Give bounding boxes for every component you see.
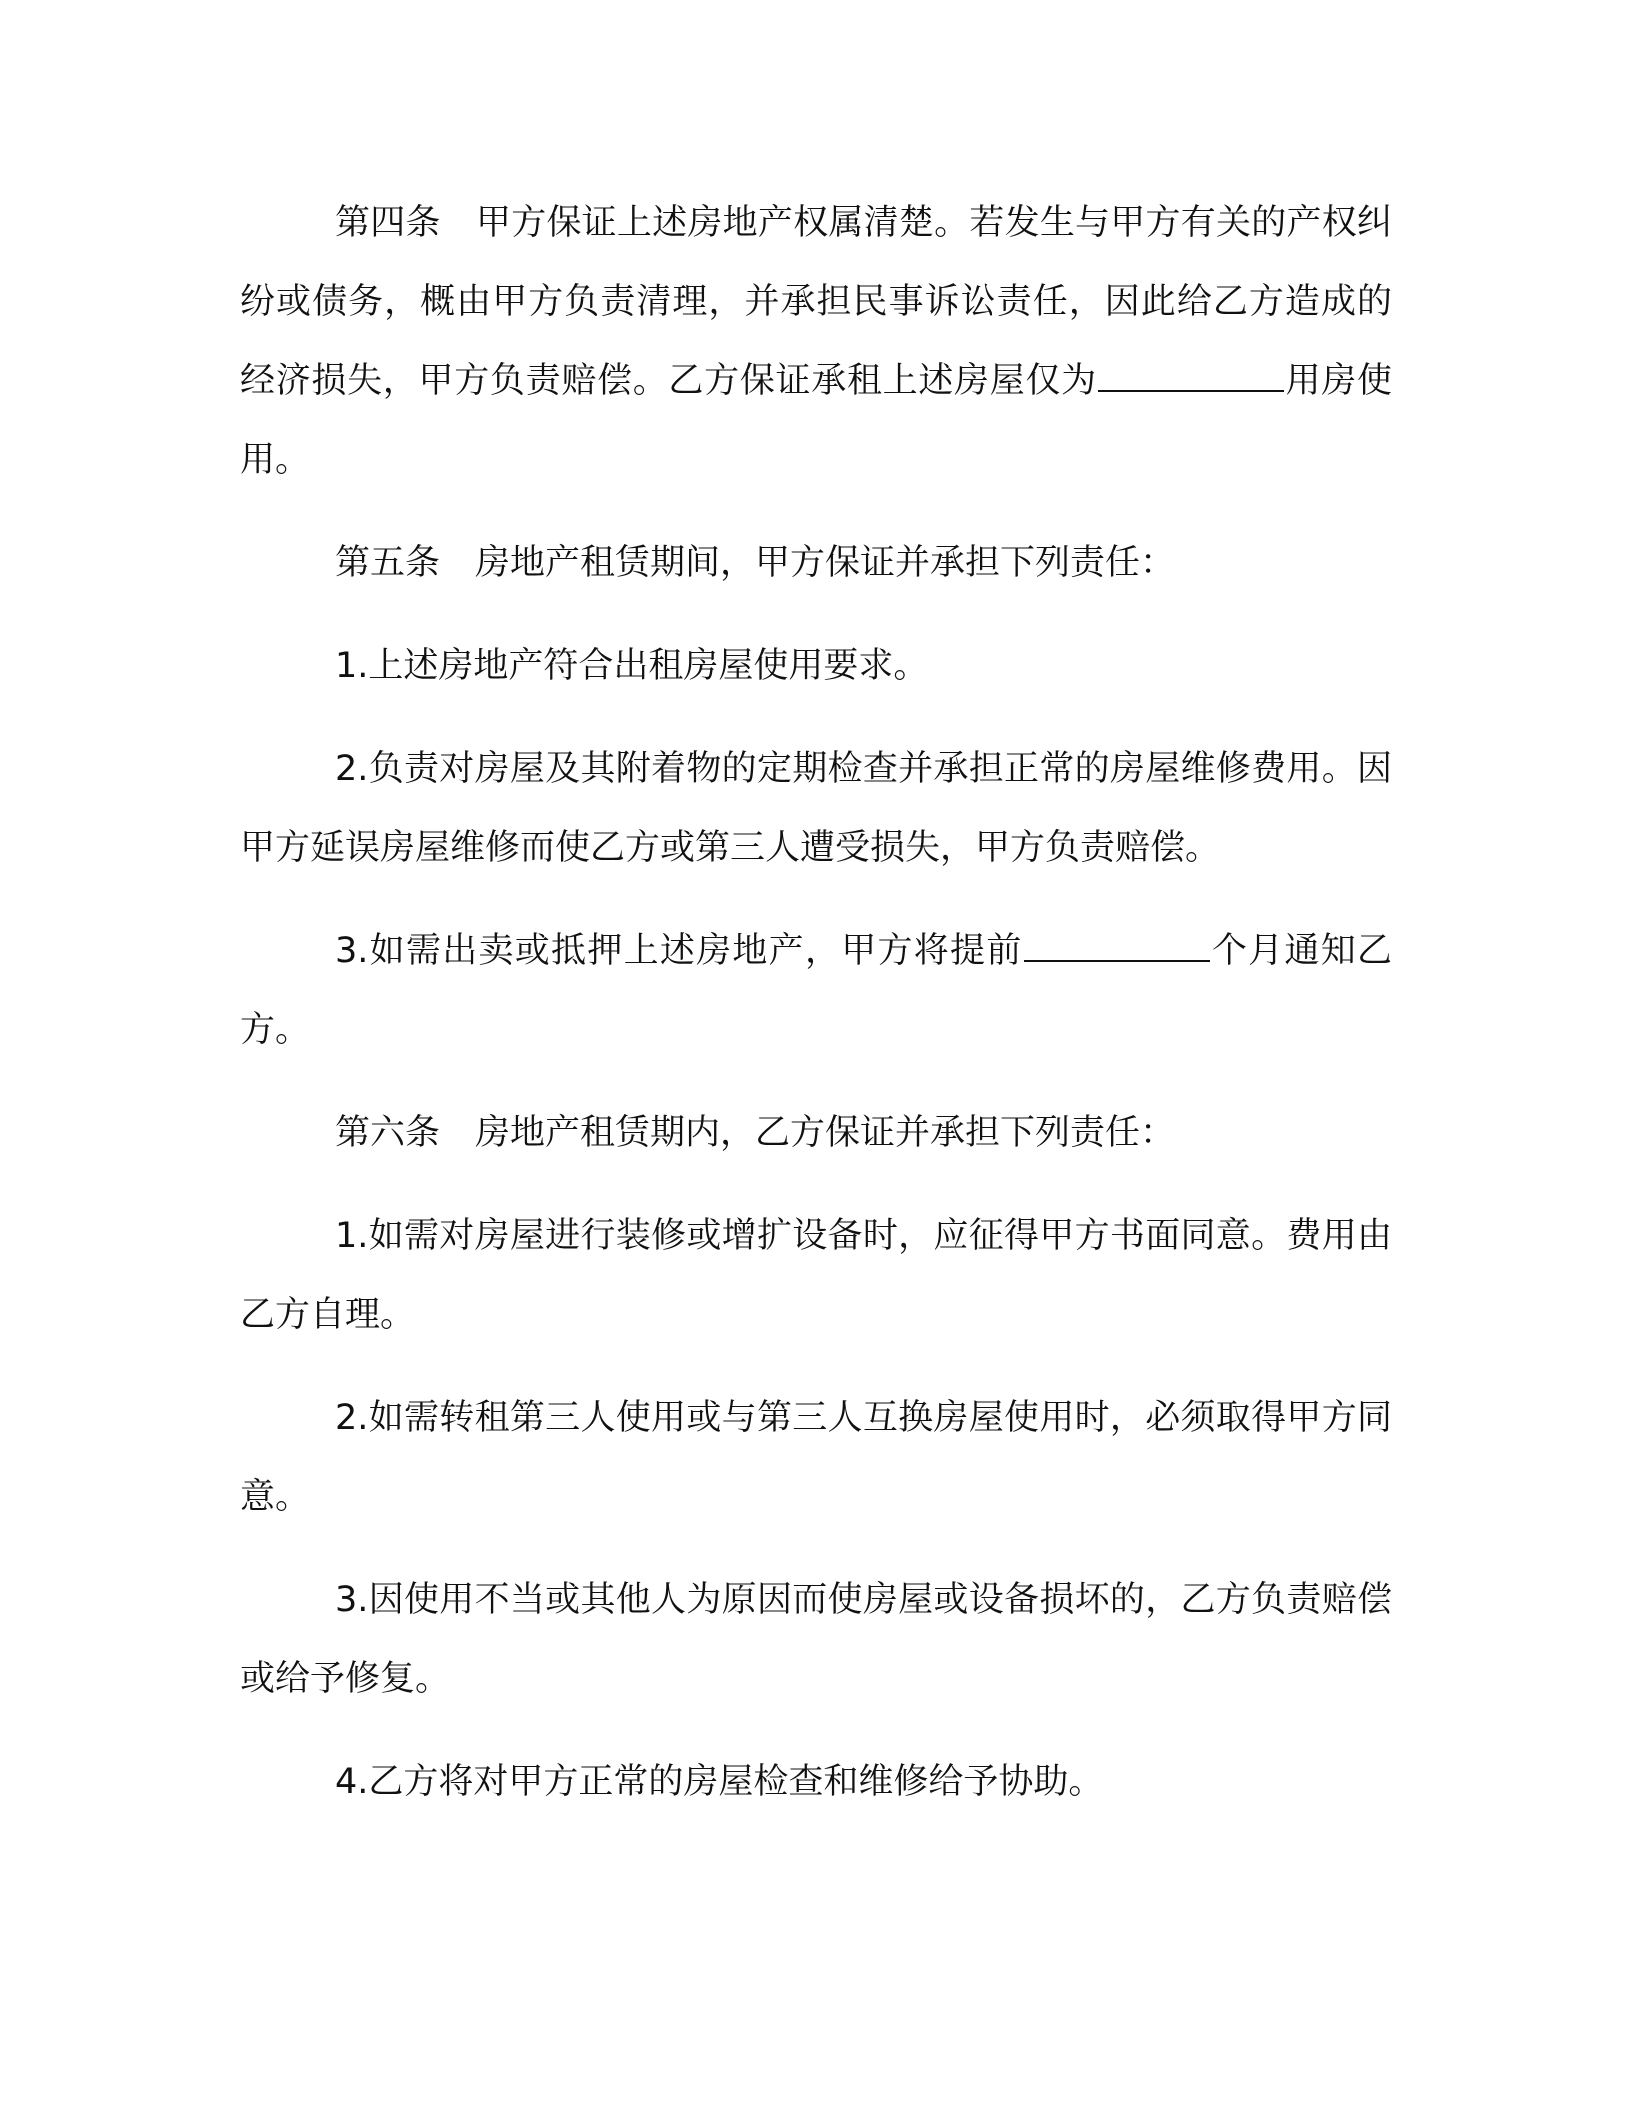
paragraph-text: 1.如需对房屋进行装修或增扩设备时，应征得甲方书面同意。费用由乙方自理。 (240, 1216, 1392, 1335)
paragraph-text: 2.负责对房屋及其附着物的定期检查并承担正常的房屋维修费用。因甲方延误房屋维修而使乙方或第三人遭受损失，甲方负责赔偿。 (240, 749, 1392, 868)
fill-in-blank (1024, 959, 1210, 962)
paragraph-text: 4.乙方将对甲方正常的房屋检查和维修给予协助。 (335, 1762, 1104, 1802)
paragraph-article-6-item-1 (240, 1197, 1392, 1355)
paragraph-text: 3.因使用不当或其他人为原因而使房屋或设备损坏的，乙方负责赔偿或给予修复。 (240, 1580, 1392, 1699)
paragraph-article-6-item-2 (240, 1379, 1392, 1537)
paragraph-text: 第五条 房地产租赁期间，甲方保证并承担下列责任： (335, 543, 1176, 583)
paragraph-article-6 (240, 1094, 1392, 1173)
paragraph-article-5-item-2 (240, 730, 1392, 888)
paragraph-article-6-item-4 (240, 1743, 1392, 1822)
fill-in-blank (1098, 389, 1284, 392)
paragraph-article-5-item-1 (240, 627, 1392, 706)
paragraph-text: 1.上述房地产符合出租房屋使用要求。 (335, 646, 929, 686)
paragraph-article-5 (240, 524, 1392, 603)
paragraph-text: 第六条 房地产租赁期内，乙方保证并承担下列责任： (335, 1113, 1176, 1153)
document-body (240, 184, 1392, 1822)
paragraph-text: 2.如需转租第三人使用或与第三人互换房屋使用时，必须取得甲方同意。 (240, 1398, 1392, 1517)
paragraph-text: 用房使用。 (240, 361, 1392, 480)
paragraph-article-4 (240, 184, 1392, 500)
paragraph-text: 第四条 甲方保证上述房地产权属清楚。若发生与甲方有关的产权纠纷或债务，概由甲方负责清理，并承担民事诉讼责任，因此给乙方造成的经济损失，甲方负责赔偿。乙方保证承租上述房屋仅为 (240, 203, 1392, 401)
paragraph-article-6-item-3 (240, 1561, 1392, 1719)
paragraph-article-5-item-3 (240, 912, 1392, 1070)
paragraph-text: 3.如需出卖或抵押上述房地产，甲方将提前 (335, 931, 1023, 971)
paragraph-text: 个月通知乙方。 (240, 931, 1392, 1050)
